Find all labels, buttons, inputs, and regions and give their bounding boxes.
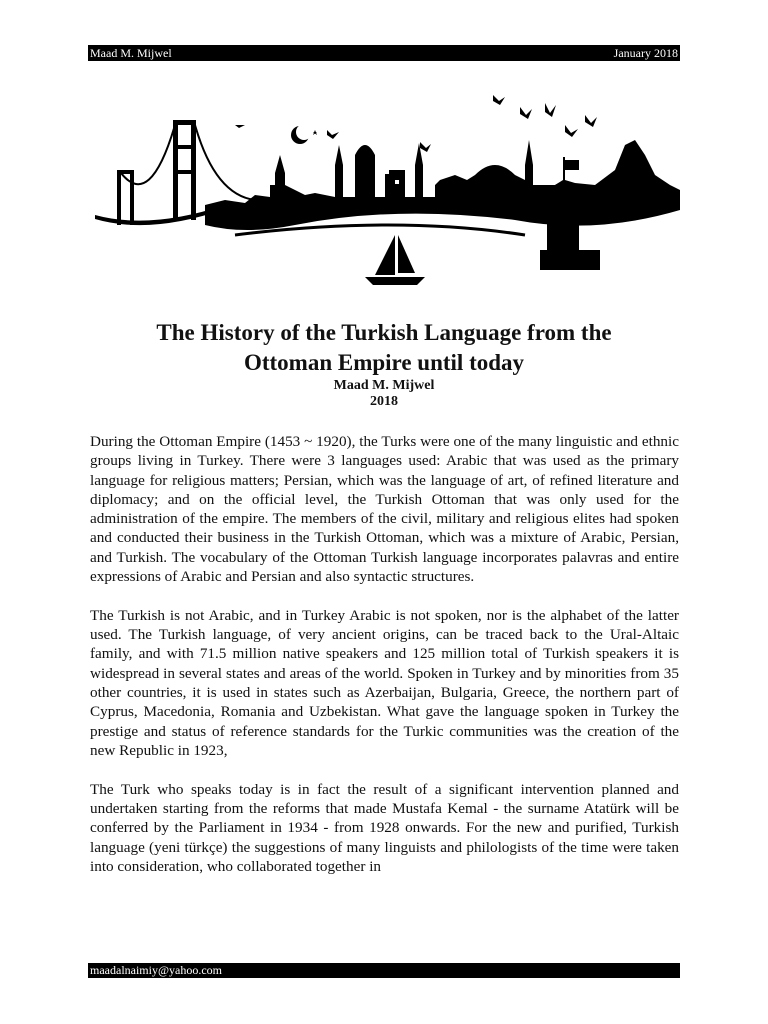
page-header bbox=[88, 45, 680, 61]
header-author: Maad M. Mijwel bbox=[90, 46, 172, 60]
istanbul-skyline-illustration bbox=[95, 85, 680, 290]
body-text bbox=[90, 432, 679, 896]
header-date: January 2018 bbox=[613, 46, 678, 60]
byline-author: Maad M. Mijwel bbox=[333, 378, 435, 393]
birds-icon bbox=[235, 95, 597, 152]
byline-year: 2018 bbox=[370, 394, 398, 409]
paragraph: During the Ottoman Empire (1453 ~ 1920), the Turks were one of the many linguistic and ethnic groups living in Turkey. There were 3 languages used: Arabic that was used as the primary language for religious matters; Persian, which was the language of art, of refined literature and diplomacy; and on the official level, the Turkish Ottoman that was only used for the administration of the empire. The members of the civil, military and religious elites had spoken and conducted their business in the Turkish Ottoman, which was a mixture of Arabic, Persian, and Turkish. The vocabulary of the Ottoman Turkish language incorporates palavras and entire expressions of Arabic and Persian and also syntactic structures. bbox=[90, 433, 679, 586]
paragraph: The Turkish is not Arabic, and in Turkey Arabic is not spoken, nor is the alphabet of the latter used. The Turkish language, of very ancient origins, can be traced back to the Ural-Altaic family, and with 71.5 million native speakers and 125 million total of Turkish speakers it is widespread in several states and areas of the world. Spoken in Turkey and by minorities from 35 other countries, it is used in states such as Azerbaijan, Bulgaria, Greece, the northern part of Cyprus, Macedonia, Romania and Uzbekistan. What gave the language spoken in Turkey the prestige and status of reference standards for the Turkic communities was the creation of the new Republic in 1923, bbox=[90, 606, 679, 759]
title-line-2: Ottoman Empire until today bbox=[243, 350, 525, 375]
page-footer bbox=[88, 963, 680, 978]
title-line-1: The History of the Turkish Language from the bbox=[156, 320, 612, 345]
footer-email: maadalnaimiy@yahoo.com bbox=[90, 963, 223, 977]
document-title bbox=[88, 318, 680, 378]
paragraph: The Turk who speaks today is in fact the result of a significant intervention planned and undertaken starting from the reforms that made Mustafa Kemal - the surname Atatürk will be conferred by the Parliament in 1934 - from 1928 onwards. For the new and purified, Turkish language (yeni türkçe) the suggestions of many linguists and philologists of the time were taken into consideration, who collaborated together in bbox=[90, 780, 679, 875]
byline bbox=[88, 378, 680, 410]
